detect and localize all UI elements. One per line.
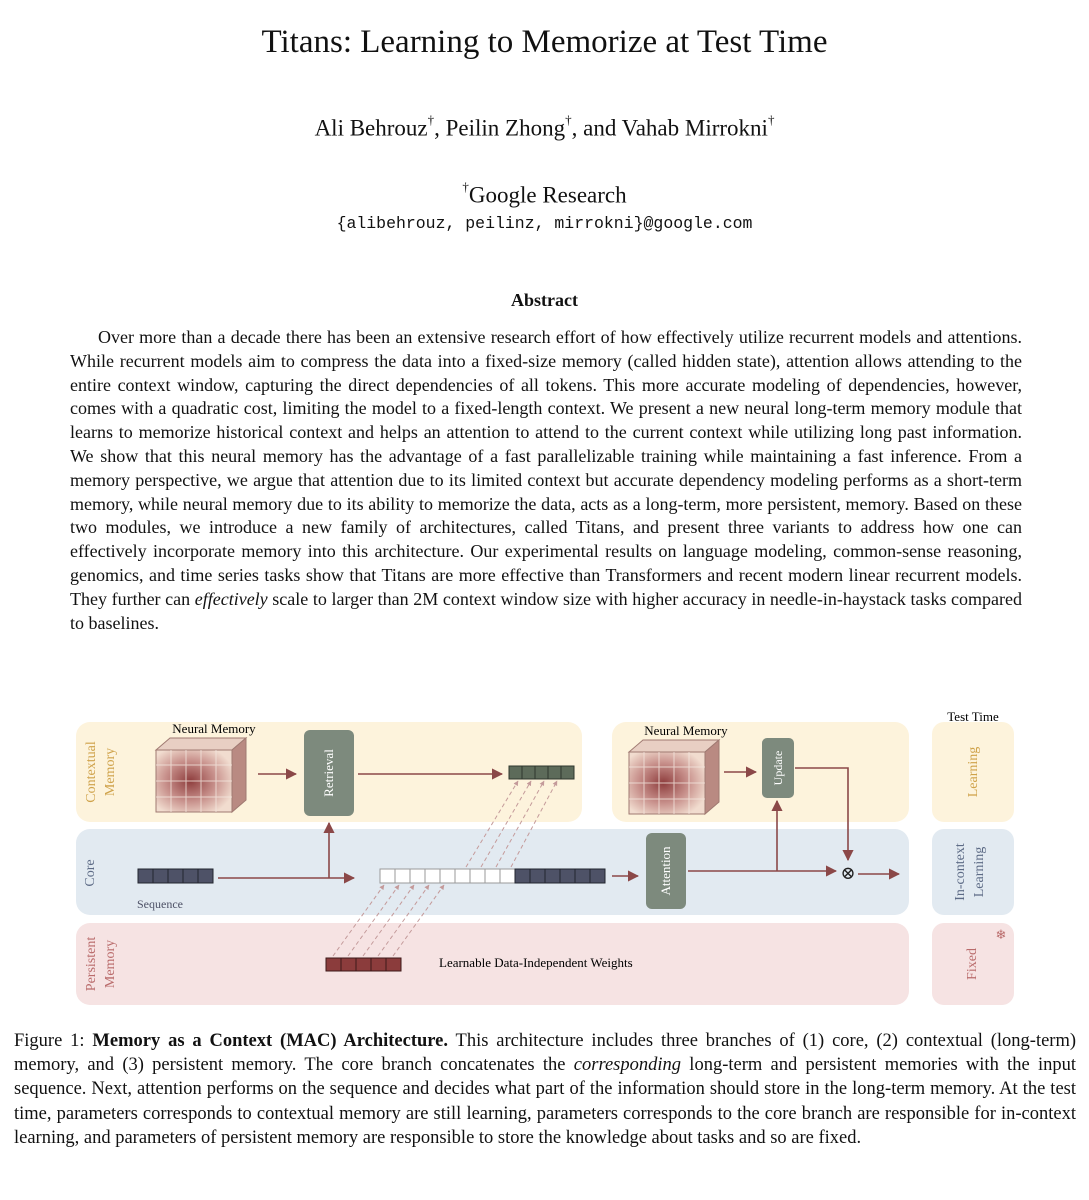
persistent-memory-label-1: Persistent [84, 936, 99, 992]
test-time-incontext-1: In-context [953, 843, 968, 901]
abstract-emphasis: effectively [194, 588, 268, 609]
neural-memory-left-label: Neural Memory [172, 721, 256, 736]
test-time-heading: Test Time [947, 709, 999, 724]
neural-memory-right-label: Neural Memory [644, 723, 728, 738]
test-time-fixed: Fixed [965, 948, 980, 980]
test-time-incontext-2: Learning [972, 846, 987, 898]
author-name: Vahab Mirrokni [621, 115, 768, 141]
caption-text: long-term and persistent memories with the input sequence. Next, attention performs on the sequence and decides what part of the information should store in the long-term memory. At the test time, parameters corresponds to contextual memory are still learning, parameters corresponds to the core branch are responsible for in-context learning, and parameters of persistent memory are responsible to store the knowledge about tasks and so are fixed. [14, 1055, 1076, 1148]
contextual-memory-label-1: Contextual [84, 741, 99, 803]
input-sequence-tokens [138, 869, 213, 883]
abstract-text: scale to larger than 2M context window size with higher accuracy in needle-in-haystack tasks compared to baselines. [70, 588, 1023, 633]
author-mark: † [565, 112, 572, 127]
caption-label: Figure 1: [14, 1031, 93, 1051]
author-mark: † [427, 112, 435, 127]
snowflake-icon: ❄ [995, 927, 1007, 942]
author-list [0, 108, 1089, 144]
author-separator: , [434, 115, 446, 141]
retrieval-label: Retrieval [321, 749, 336, 797]
affiliation [0, 174, 1089, 212]
author-emails: {alibehrouz, peilinz, mirrokni}@google.com [336, 214, 753, 233]
update-label: Update [771, 750, 785, 786]
author-name: Ali Behrouz [314, 115, 428, 141]
attention-label: Attention [658, 846, 673, 896]
paper-title: Titans: Learning to Memorize at Test Time [261, 24, 828, 60]
concatenated-memory-slots [455, 869, 515, 883]
author-separator: , and [571, 115, 622, 141]
affiliation-name: Google Research [468, 182, 627, 208]
abstract-body [70, 326, 1022, 635]
neural-memory-right-cube [629, 740, 719, 814]
caption-title: Memory as a Context (MAC) Architecture. [92, 1031, 448, 1051]
caption-emphasis: corresponding [573, 1055, 682, 1076]
abstract-heading: Abstract [511, 290, 578, 310]
mac-architecture-figure [72, 702, 1020, 1012]
neural-memory-left-cube [156, 738, 246, 812]
core-label: Core [83, 859, 98, 887]
test-time-learning: Learning [966, 746, 981, 798]
persistent-memory-label-2: Memory [103, 939, 118, 989]
caption-text: This architecture includes three branches of (1) core, (2) contextual (long-term) memory, and (3) persistent memory. The core branch concatenates the [14, 1031, 1077, 1076]
retrieved-memory-tokens [509, 766, 574, 779]
abstract-text: Over more than a decade there has been an extensive research effort of how effectively utilize recurrent models and attentions. While recurrent models aim to compress the data into a fixed-size memory (called hidden state), attention allows attending to the entire context window, capturing the direct dependencies of all tokens. This more accurate modeling of dependencies, however, comes with a quadratic cost, limiting the model to a fixed-length context. We present a new neural long-term memory module that learns to memorize historical context and helps an attention to attend to the current context while utilizing long past information. We show that this neural memory has the advantage of a fast parallelizable training while maintaining a fast inference. From a memory perspective, we argue that attention due to its limited context but accurate dependency modeling performs as a short-term memory, while neural memory due to its ability to memorize the data, acts as a long-term, more persistent, memory. Based on these two modules, we introduce a new family of architectures, called Titans, and present three variants to address how one can effectively incorporate memory into this architecture. Our experimental results on language modeling, common-sense reasoning, genomics, and time series tasks show that Titans are more effective than Transformers and recent modern linear recurrent models. They further can [70, 327, 1022, 609]
author-mark: † [767, 112, 775, 127]
affiliation-mark: † [462, 179, 469, 194]
figure-caption [14, 1029, 1076, 1150]
sequence-label: Sequence [137, 897, 183, 911]
combine-symbol: ⊗ [840, 863, 856, 883]
persistent-weight-tokens [326, 958, 401, 971]
concatenated-persistent-slots [380, 869, 455, 883]
persistent-weights-label: Learnable Data-Independent Weights [439, 955, 633, 970]
author-name: Peilin Zhong [445, 115, 566, 141]
contextual-memory-label-2: Memory [103, 747, 118, 797]
concatenated-input-tokens [515, 869, 605, 883]
